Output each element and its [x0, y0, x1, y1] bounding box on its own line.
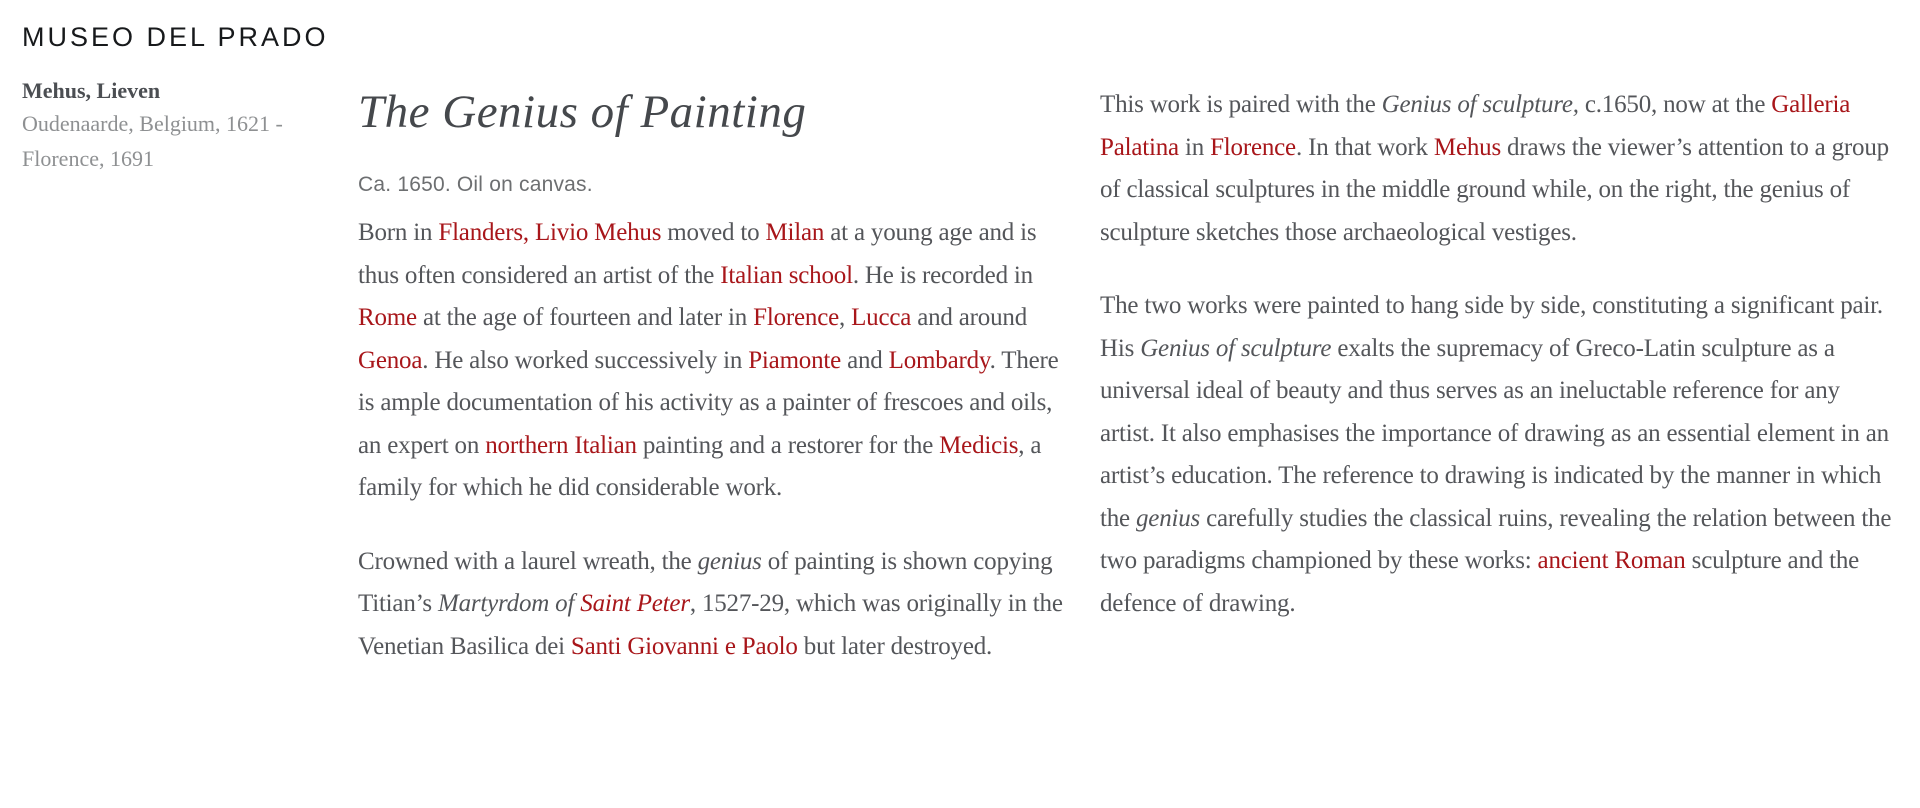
museo-del-prado-logo[interactable]: MUSEO DEL PRADO [22, 22, 329, 52]
text-link[interactable]: Livio Mehus [534, 219, 662, 246]
text-link[interactable]: Rome [358, 304, 417, 331]
text-run: . He is recorded in [852, 261, 1033, 289]
artwork-description-right-column [1100, 84, 1892, 625]
text-link[interactable]: Lombardy [888, 346, 990, 374]
text-run: genius [1136, 504, 1201, 532]
artwork-medium: Ca. 1650. Oil on canvas. [358, 173, 593, 196]
text-run: at the age of fourteen and later in [416, 304, 754, 331]
text-run: and around [911, 304, 1027, 331]
text-run: sculpture and the defence of drawing. [1100, 547, 1860, 617]
text-link[interactable]: ancient Roman [1537, 547, 1686, 574]
text-run: Martyrdom of [437, 590, 581, 617]
text-run: exalts the supremacy of Greco-Latin sculpture as a universal ideal of beauty and thus serves as an ineluctable reference for any artist. It also emphasises the importance of drawing as an essential element in an artist’s education. The reference to drawing is indicated by the manner in which the [1100, 334, 1889, 532]
description-paragraph [358, 212, 1072, 510]
text-link[interactable]: Lucca [851, 304, 912, 331]
text-run: Born in [358, 219, 439, 246]
text-run: genius [697, 547, 762, 575]
text-run: , a family for which he did considerable work. [358, 431, 1042, 501]
text-run: . He also worked successively in [422, 346, 749, 374]
text-run: , 1527-29, which was originally in the Venetian Basilica dei [358, 590, 1063, 660]
text-link[interactable]: Florence [1210, 133, 1296, 161]
artist-dates-line2: Florence, 1691 [22, 146, 154, 171]
text-link[interactable]: Piamonte [748, 346, 842, 374]
text-link[interactable]: Genoa [358, 346, 423, 374]
text-run: Genius of sculpture [1140, 334, 1332, 362]
text-run: in [1178, 133, 1211, 161]
text-link[interactable]: Flanders, [438, 219, 529, 246]
text-link[interactable]: Galleria Palatina [1100, 91, 1851, 161]
text-run: painting and a restorer for the [636, 431, 940, 459]
artist-info [22, 76, 292, 176]
text-run: This work is paired with the [1100, 91, 1382, 118]
text-run: . In that work [1295, 133, 1434, 161]
text-run: The two works were painted to hang side by side, constituting a significant pair. His [1100, 292, 1883, 362]
text-link[interactable]: Medicis [939, 431, 1019, 459]
text-link[interactable]: Saint Peter [580, 590, 690, 617]
artwork-title: The Genius of Painting [358, 86, 807, 138]
text-link[interactable]: Florence [753, 304, 839, 331]
text-run: draws the viewer’s attention to a group of classical sculptures in the middle ground while, on the right, the genius of sculpture sketches those archaeological vestiges. [1100, 133, 1889, 246]
text-run: moved to [661, 219, 766, 246]
text-run: of painting is shown copying Titian’s [358, 547, 1053, 617]
text-run: and [841, 346, 889, 374]
text-run: . There is ample documentation of his activity as a painter of frescoes and oils, an expert on [358, 346, 1059, 459]
text-run: at a young age and is thus often considered an artist of the [358, 219, 1037, 289]
description-paragraph [358, 541, 1072, 669]
text-run: c.1650, now at the [1578, 91, 1772, 118]
text-link[interactable]: Milan [765, 219, 825, 246]
artwork-description-left-column [358, 84, 1072, 668]
text-run: Crowned with a laurel wreath, the [358, 547, 698, 575]
text-link[interactable]: northern Italian [485, 431, 637, 459]
text-run: , [839, 304, 852, 331]
artist-dates-line1: Oudenaarde, Belgium, 1621 - [22, 111, 283, 136]
text-run: carefully studies the classical ruins, revealing the relation between the two paradigms championed by these works: [1100, 504, 1892, 574]
description-paragraph [1100, 285, 1892, 625]
text-link[interactable]: Italian school [720, 261, 853, 289]
text-run: Genius of sculpture, [1381, 91, 1579, 118]
artist-name: Mehus, Lieven [22, 78, 161, 103]
description-paragraph [1100, 84, 1892, 254]
text-link[interactable]: Santi Giovanni e Paolo [570, 632, 798, 660]
text-run: but later destroyed. [797, 632, 993, 660]
text-link[interactable]: Mehus [1433, 133, 1501, 161]
